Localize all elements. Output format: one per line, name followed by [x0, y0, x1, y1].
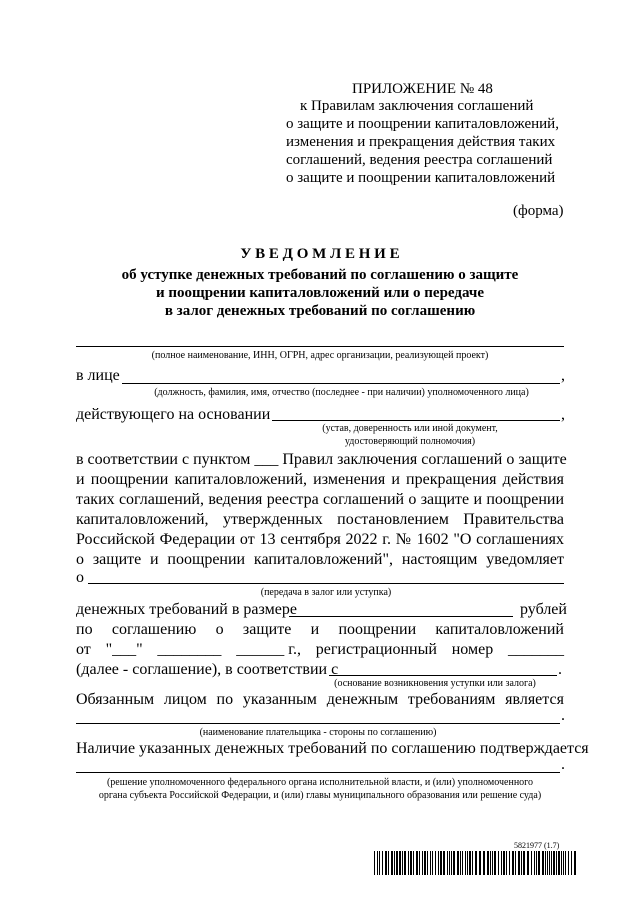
obliged-line [76, 690, 564, 710]
word: номер [451, 641, 494, 658]
acting-label: действующего на основании [76, 406, 271, 423]
barcode-stripe [422, 851, 423, 875]
barcode-stripe [419, 851, 420, 875]
barcode-stripe [479, 851, 481, 875]
word: капиталовложений [435, 621, 564, 638]
barcode-stripe [574, 851, 576, 875]
word: по [76, 621, 93, 638]
barcode-stripe [374, 851, 375, 875]
barcode-stripe [558, 851, 560, 875]
barcode-stripe [531, 851, 532, 875]
barcode-stripe [556, 851, 557, 875]
word: о [215, 621, 224, 638]
org-name-caption: (полное наименование, ИНН, ОГРН, адрес организации, реализующей проект) [151, 350, 489, 361]
barcode-stripe [545, 851, 546, 875]
barcode-stripe [391, 851, 393, 875]
appendix-number: ПРИЛОЖЕНИЕ № 48 [352, 81, 493, 97]
word: регистрационный [315, 641, 437, 658]
word: требованиям [407, 691, 496, 708]
barcode-stripe [549, 851, 550, 875]
about-label: о [76, 569, 84, 586]
barcode-stripe [465, 851, 466, 875]
barcode-stripe [410, 851, 412, 875]
currency-label: рублей [520, 601, 567, 618]
paragraph-line-1: в соответствии с пунктом ___ Правил заключения соглашений о защите [76, 451, 567, 468]
barcode-stripe [451, 851, 452, 875]
barcode-stripe [536, 851, 537, 875]
period: . [561, 756, 565, 773]
basis-caption-1: (устав, доверенность или иной документ, [322, 423, 498, 434]
confirmation-label: Наличие указанных денежных требований по соглашению подтверждается [76, 740, 589, 757]
barcode-stripe [515, 851, 516, 875]
paragraph-line-4: капиталовложений, утвержденных постановлением Правительства [76, 511, 564, 528]
document-subtitle-1: об уступке денежных требований по соглашению о защите [121, 267, 519, 283]
barcode-stripe [413, 851, 414, 875]
barcode-stripe [506, 851, 507, 875]
barcode-stripe [432, 851, 433, 875]
word: Обязанным [76, 691, 155, 708]
barcode-stripe [534, 851, 535, 875]
barcode-stripe [462, 851, 463, 875]
barcode-stripe [475, 851, 477, 875]
header-line-2: о защите и поощрении капиталовложений, [286, 116, 559, 132]
decision-field[interactable] [76, 772, 560, 773]
barcode-stripe [408, 851, 409, 875]
header-line-1: к Правилам заключения соглашений [300, 98, 534, 114]
barcode-stripe [538, 851, 540, 875]
barcode-stripe [396, 851, 398, 875]
barcode-stripe [399, 851, 401, 875]
representative-field[interactable] [122, 383, 560, 384]
header-line-3: изменения и прекращения действия таких [286, 134, 556, 150]
paragraph-line-3: таких соглашений, ведения реестра соглашений о защите и поощрении [76, 491, 564, 508]
word: защите [242, 621, 292, 638]
barcode-stripe [553, 851, 555, 875]
barcode-stripe [518, 851, 520, 875]
barcode-stripe [512, 851, 514, 875]
barcode [374, 851, 578, 875]
barcode-stripe [494, 851, 496, 875]
word: от [76, 641, 91, 658]
payer-field[interactable] [76, 723, 560, 724]
barcode-stripe [404, 851, 406, 875]
decision-caption-2: органа субъекта Российской Федерации, и (или) главы муниципального образования или решение суда) [98, 790, 542, 801]
barcode-stripe [571, 851, 572, 875]
paragraph-line-2: и поощрении капиталовложений, изменения и прекращения действия [76, 471, 564, 488]
barcode-stripe [377, 851, 378, 875]
barcode-stripe [460, 851, 461, 875]
basis-document-field[interactable] [272, 420, 560, 421]
agreement-year-field[interactable]: ______ г., [236, 641, 301, 658]
barcode-stripe [490, 851, 491, 875]
in-person-label: в лице [76, 367, 120, 384]
document-title: У В Е Д О М Л Е Н И Е [240, 246, 400, 262]
barcode-stripe [394, 851, 395, 875]
barcode-stripe [447, 851, 448, 875]
barcode-stripe [551, 851, 552, 875]
amount-field[interactable] [289, 616, 513, 617]
origin-field[interactable] [329, 675, 557, 676]
barcode-stripe [498, 851, 499, 875]
comma: , [561, 406, 565, 423]
barcode-stripe [424, 851, 426, 875]
barcode-stripe [430, 851, 431, 875]
barcode-stripe [501, 851, 502, 875]
document-subtitle-2: и поощрении капиталовложений или о передаче [156, 285, 484, 301]
barcode-stripe [565, 851, 566, 875]
barcode-stripe [472, 851, 473, 875]
basis-caption-2: удостоверяющий полномочия) [344, 436, 476, 447]
date-registration-line [76, 640, 564, 660]
barcode-stripe [440, 851, 442, 875]
barcode-stripe [523, 851, 525, 875]
barcode-stripe [435, 851, 436, 875]
representative-caption: (должность, фамилия, имя, отчество (последнее - при наличии) уполномоченного лица) [154, 387, 529, 398]
word: по [216, 691, 234, 708]
org-name-field[interactable] [76, 346, 564, 347]
word: соглашению [111, 621, 197, 638]
barcode-stripe [402, 851, 403, 875]
form-label: (форма) [513, 203, 564, 219]
barcode-stripe [503, 851, 505, 875]
hereinafter-label: (далее - соглашение), в соответствии с [76, 661, 339, 678]
document-subtitle-3: в залог денежных требований по соглашению [164, 303, 476, 319]
barcode-stripe [509, 851, 510, 875]
origin-caption: (основание возникновения уступки или залога) [334, 678, 536, 689]
barcode-stripe [467, 851, 468, 875]
word: денежным [326, 691, 399, 708]
header-line-4: соглашений, ведения реестра соглашений [286, 152, 553, 168]
agreement-day-field[interactable]: "___" [105, 641, 143, 658]
barcode-stripe [457, 851, 459, 875]
agreement-month-field[interactable]: ________ [157, 641, 222, 658]
barcode-stripe [492, 851, 493, 875]
registration-number-field[interactable]: _______ [507, 641, 564, 658]
paragraph-line-5: Российской Федерации от 13 сентября 2022 г. № 1602 "О соглашениях [76, 531, 564, 548]
barcode-stripe [487, 851, 489, 875]
form-code: 5821977 (1.7) [514, 841, 560, 850]
barcode-stripe [521, 851, 522, 875]
barcode-stripe [563, 851, 564, 875]
transfer-type-field[interactable] [88, 583, 564, 584]
barcode-stripe [483, 851, 485, 875]
barcode-stripe [427, 851, 428, 875]
barcode-stripe [453, 851, 455, 875]
barcode-stripe [379, 851, 380, 875]
amount-label: денежных требований в размере [76, 601, 297, 618]
barcode-stripe [568, 851, 569, 875]
word: указанным [242, 691, 317, 708]
decision-caption-1: (решение уполномоченного федерального органа исполнительной власти, и (или) уполномоченного [106, 777, 534, 788]
payer-caption: (наименование плательщика - стороны по соглашению) [199, 727, 437, 738]
word: является [505, 691, 564, 708]
word: поощрении [338, 621, 417, 638]
barcode-stripe [382, 851, 383, 875]
word: лицом [163, 691, 207, 708]
barcode-stripe [416, 851, 418, 875]
transfer-type-caption: (передача в залог или уступка) [260, 587, 392, 598]
barcode-stripe [438, 851, 439, 875]
barcode-stripe [385, 851, 387, 875]
comma: , [561, 367, 565, 384]
barcode-stripe [561, 851, 562, 875]
barcode-stripe [542, 851, 544, 875]
barcode-stripe [527, 851, 529, 875]
header-line-5: о защите и поощрении капиталовложений [286, 170, 556, 186]
paragraph-line-6: о защите и поощрении капиталовложений", настоящим уведомляет [76, 551, 564, 568]
barcode-stripe [547, 851, 548, 875]
period: . [558, 661, 562, 678]
period: . [561, 707, 565, 724]
barcode-stripe [388, 851, 389, 875]
agreement-line [76, 620, 564, 640]
barcode-stripe [449, 851, 450, 875]
barcode-stripe [443, 851, 445, 875]
barcode-stripe [469, 851, 471, 875]
word: и [310, 621, 320, 638]
